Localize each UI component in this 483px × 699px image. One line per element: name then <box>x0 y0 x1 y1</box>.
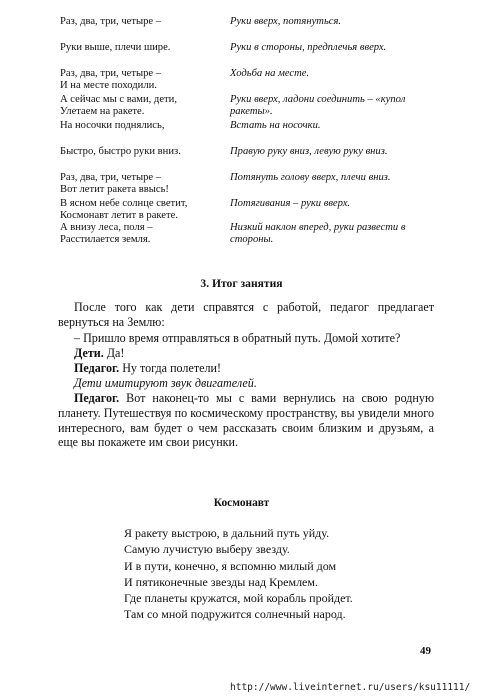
poem-line: Где планеты кружатся, мой корабль пройдет. <box>124 591 353 606</box>
verse-text: А внизу леса, поля – Расстилается земля. <box>60 222 153 245</box>
teacher-reply <box>58 361 434 376</box>
dialogue-question: – Пришло время отправляться в обратный путь. Домой хотите? <box>74 331 401 345</box>
movement-instruction: Низкий наклон вперед, руки развести в стороны. <box>230 222 406 245</box>
speaker-label: Педагог. <box>74 361 120 375</box>
watermark-url: http://www.liveinternet.ru/users/ksu11111/ <box>230 682 471 693</box>
verse-text: Раз, два, три, четыре – И на месте походили. <box>60 68 162 91</box>
poem-line: Самую лучистую выберу звезду. <box>124 542 290 557</box>
movement-instruction: Правую руку вниз, левую руку вниз. <box>230 146 388 157</box>
movement-instruction: Руки в стороны, предплечья вверх. <box>230 42 387 53</box>
poem-line: И в пути, конечно, я вспомню милый дом <box>124 558 337 573</box>
verse-text: Руки выше, плечи шире. <box>60 42 171 53</box>
paragraph-text: Вот наконец-то мы с вами вернулись на свою родную планету. Путешествуя по космическому пространству, вы увидели много интересного, вам будет о чем рассказать своим близким и друзьям, а еще вы покажете им свои рисунки. <box>58 391 434 450</box>
movement-instruction: Руки вверх, ладони соединить – «купол ракеты». <box>230 94 406 117</box>
teacher-closing-paragraph <box>58 391 434 450</box>
movement-instruction: Встать на носочки. <box>230 120 321 131</box>
speaker-label: Педагог. <box>74 391 120 405</box>
verse-text: Быстро, быстро руки вниз. <box>60 146 181 157</box>
children-reply <box>58 346 434 361</box>
movement-instruction: Руки вверх, потянуться. <box>230 16 342 27</box>
reply-text: Ну тогда полетели! <box>119 361 222 375</box>
verse-text: На носочки поднялись, <box>60 120 165 131</box>
poem-line: Я ракету выстрою, в дальний путь уйду. <box>124 526 330 540</box>
verse-text: В ясном небе солнце светит, Космонавт летит в ракете. <box>60 198 188 221</box>
movement-instruction: Потянуть голову вверх, плечи вниз. <box>230 172 391 183</box>
verse-text: Раз, два, три, четыре – Вот летит ракета ввысь! <box>60 172 169 195</box>
poem-title: Космонавт <box>213 497 270 509</box>
poem-line: И пятиконечные звезды над Кремлем. <box>124 574 318 589</box>
verse-text: Раз, два, три, четыре – <box>60 16 162 27</box>
reply-text: Да! <box>103 346 125 360</box>
poem-stanza <box>124 525 424 623</box>
speaker-label: Дети. <box>74 346 104 360</box>
stage-direction: Дети имитируют звук двигателей. <box>74 376 257 390</box>
poem-line: Там со мной подружится солнечный народ. <box>124 607 346 622</box>
intro-paragraph: После того как дети справятся с работой, педагог предлагает вернуться на Землю: <box>58 300 434 329</box>
page-number: 49 <box>420 645 431 657</box>
movement-instruction: Ходьба на месте. <box>230 68 310 79</box>
verse-text: А сейчас мы с вами, дети, Улетаем на ракете. <box>60 94 177 117</box>
movement-instruction: Потягивания – руки вверх. <box>230 198 351 209</box>
section-title: 3. Итог занятия <box>200 277 283 290</box>
